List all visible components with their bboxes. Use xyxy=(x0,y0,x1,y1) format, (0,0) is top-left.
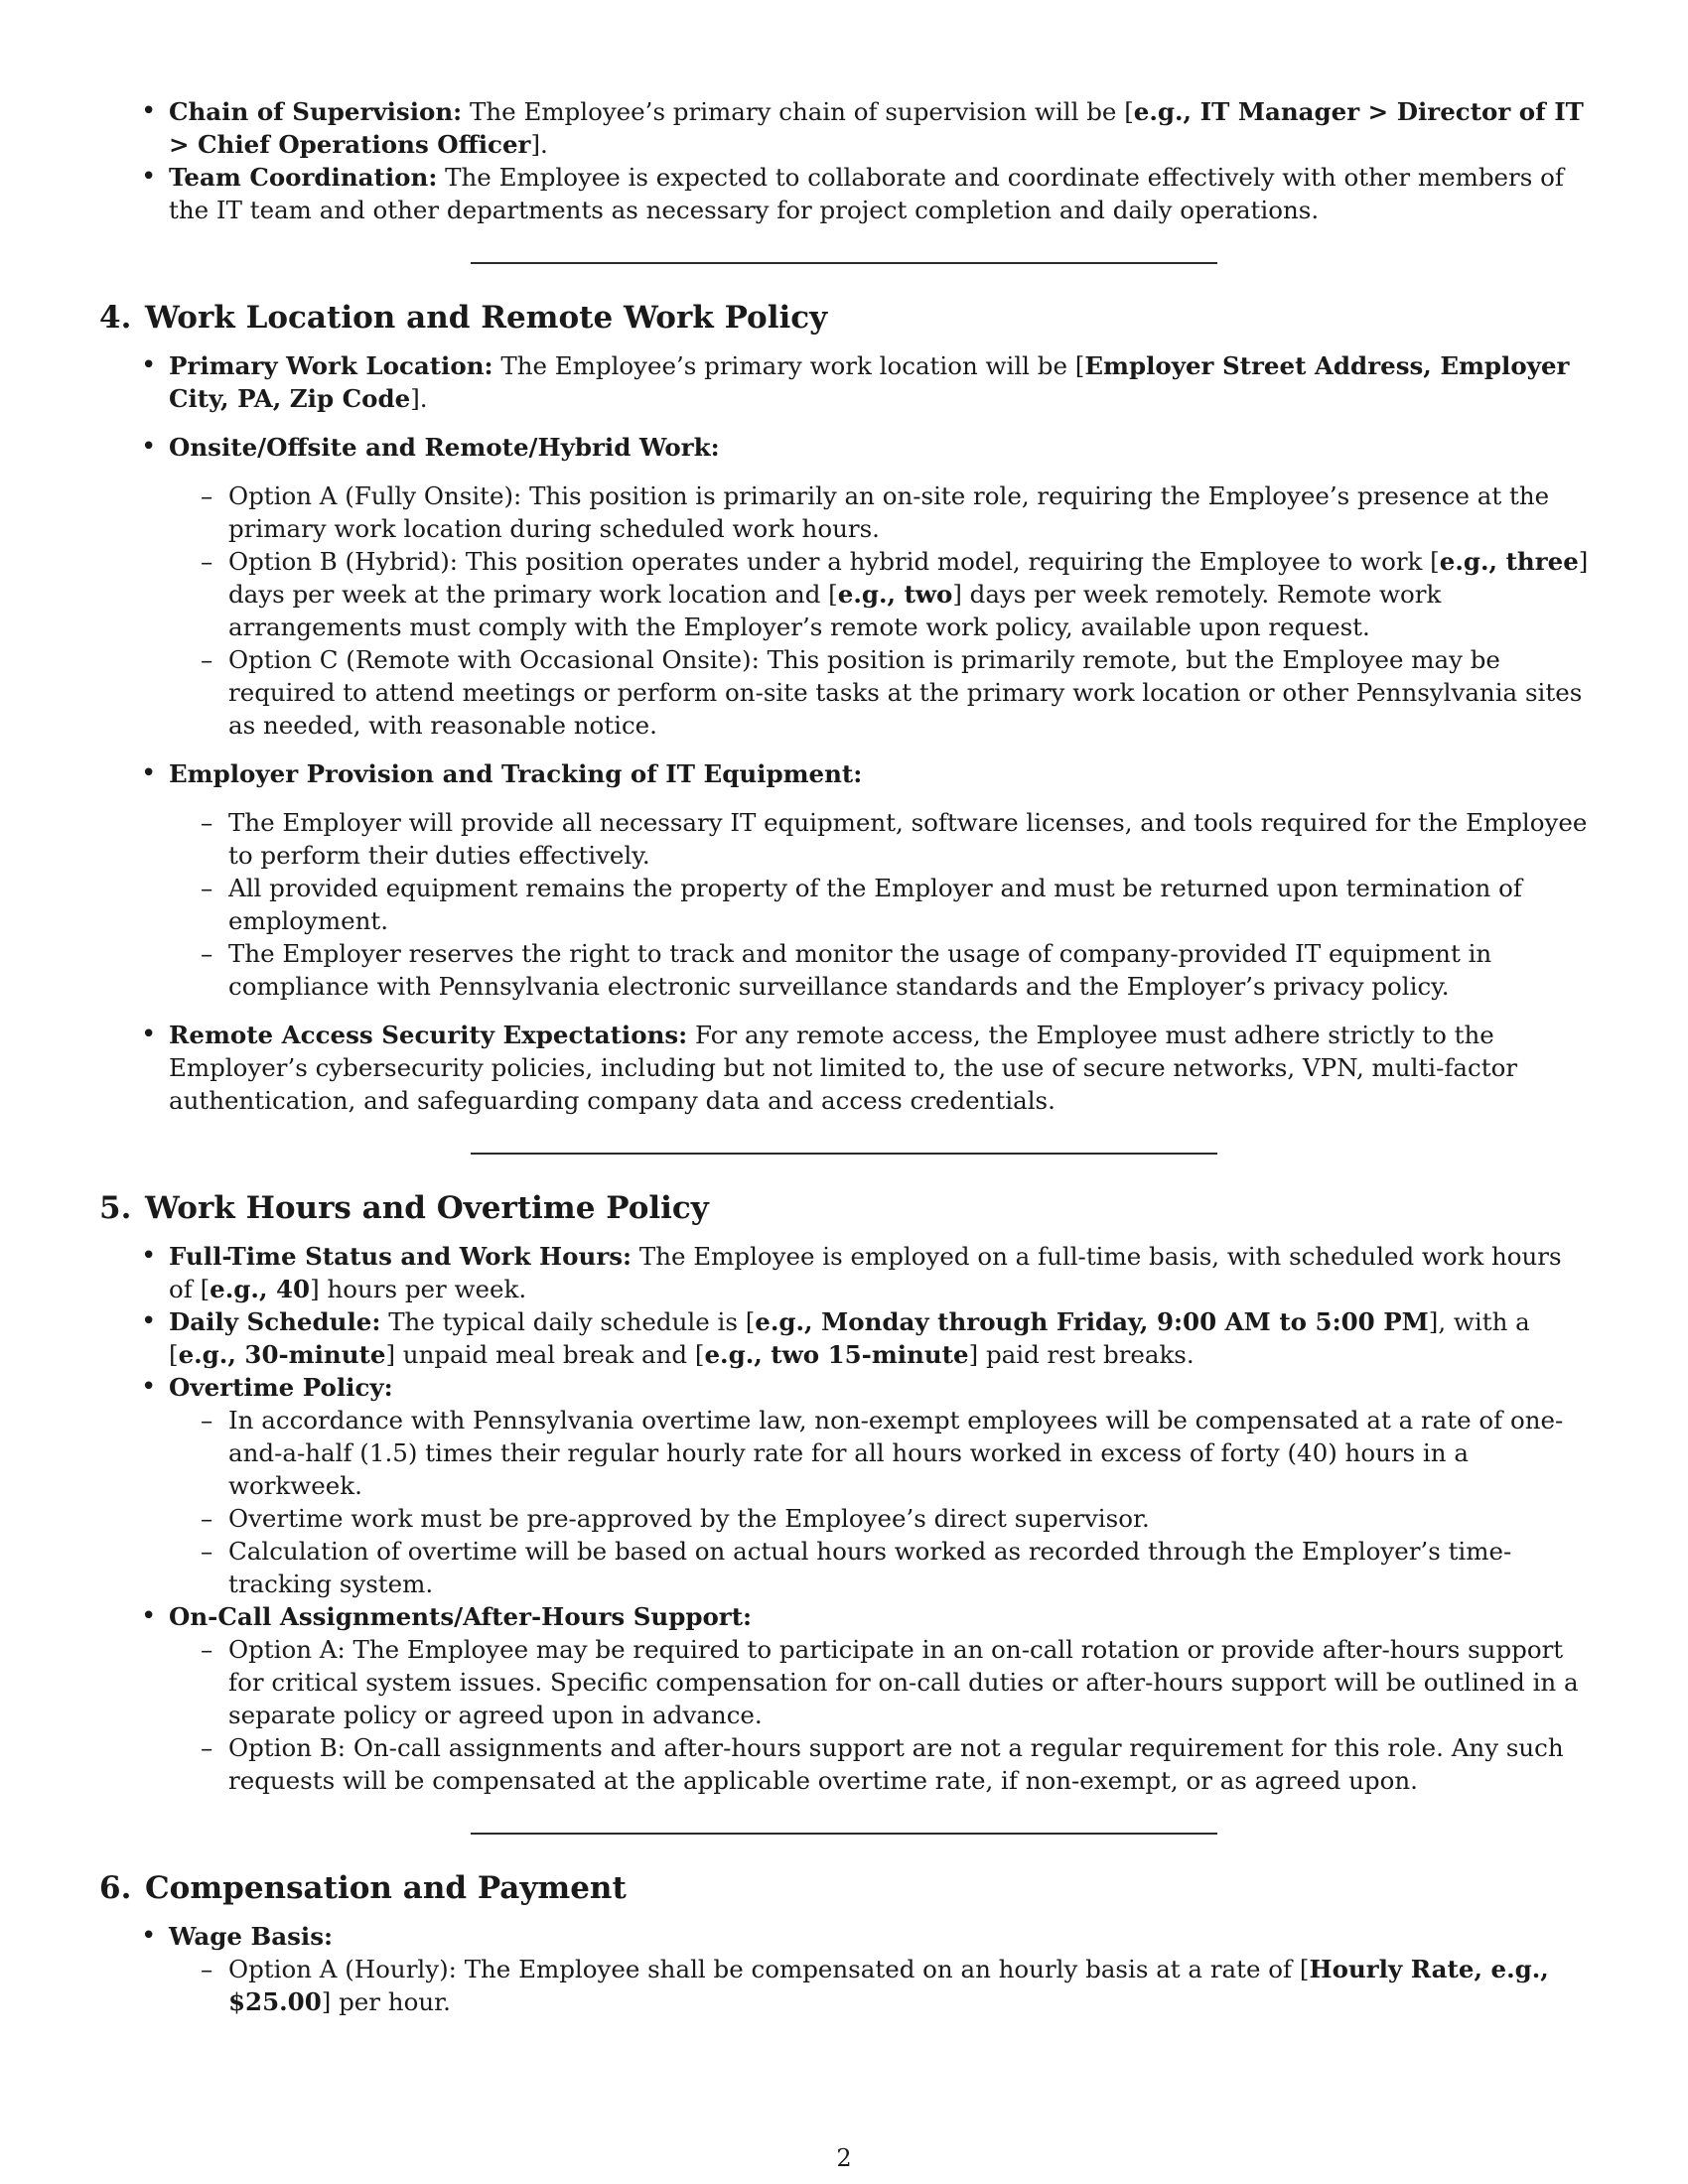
section-divider xyxy=(471,1833,1217,1835)
item-placeholder: e.g., IT Manager > Director of IT > Chief Operations Officer xyxy=(169,97,1584,159)
overtime-item: – Overtime work must be pre-approved by the Employee’s direct supervisor. xyxy=(169,1502,1589,1535)
section4-list xyxy=(99,349,1589,1117)
item-text: The typical daily schedule is [ xyxy=(388,1307,756,1336)
item-text: ] days per week remotely. Remote work arrangements must comply with the Employer’s remote work policy, available upon request. xyxy=(228,580,1442,641)
overtime-item: – In accordance with Pennsylvania overtime law, non-exempt employees will be compensated at a rate of one-and-a-half (1.5) times their regular hourly rate for all hours worked in excess of forty (40) hours in a workweek. xyxy=(169,1404,1589,1502)
item-text: The Employee is expected to collaborate and coordinate effectively with other members of the IT team and other departments as necessary for project completion and daily operations. xyxy=(169,163,1564,224)
section-heading-5 xyxy=(99,1188,1589,1228)
section-divider xyxy=(471,1153,1217,1155)
wage-options-list xyxy=(169,1953,1589,2018)
overtime-item: – Calculation of overtime will be based on actual hours worked as recorded through the Employer’s time-tracking system. xyxy=(169,1535,1589,1600)
item-placeholder: Hourly Rate, e.g., $25.00 xyxy=(228,1955,1549,2016)
section-title: Work Hours and Overtime Policy xyxy=(145,1190,709,1226)
list-item-onsite-remote xyxy=(99,431,1589,742)
page-content xyxy=(99,95,1589,2018)
item-label: Team Coordination: xyxy=(169,163,438,192)
list-item-team-coordination xyxy=(99,161,1589,226)
list-item-overtime-policy xyxy=(99,1371,1589,1600)
page-number: 2 xyxy=(836,2144,852,2172)
item-placeholder: Employer Street Address, Employer City, PA, Zip Code xyxy=(169,351,1570,413)
item-text: For any remote access, the Employee must adhere strictly to the Employer’s cybersecurity policies, including but not limited to, the use of secure networks, VPN, multi-factor authentication, and safeguarding company data and access credentials. xyxy=(169,1021,1518,1115)
section5-list xyxy=(99,1240,1589,1797)
on-call-option: – Option B: On-call assignments and after-hours support are not a regular requirement for this role. Any such requests will be compensated at the applicable overtime rate, if non-exempt, or as agreed upon. xyxy=(169,1731,1589,1797)
equipment-item: – The Employer reserves the right to track and monitor the usage of company-provided IT equipment in compliance with Pennsylvania electronic surveillance standards and the Employer’s privacy policy. xyxy=(169,937,1589,1003)
item-label: On-Call Assignments/After-Hours Support: xyxy=(169,1602,753,1631)
onsite-options-list xyxy=(169,479,1589,742)
list-item-on-call xyxy=(99,1600,1589,1797)
list-item-it-equipment xyxy=(99,757,1589,1003)
item-text: ]. xyxy=(410,384,428,413)
list-item-remote-security xyxy=(99,1019,1589,1117)
list-item-wage-basis xyxy=(99,1920,1589,2018)
on-call-list xyxy=(169,1633,1589,1797)
item-text: ] per hour. xyxy=(321,1987,451,2016)
item-text: ] hours per week. xyxy=(310,1275,527,1303)
item-text: Option A (Hourly): The Employee shall be compensated on an hourly basis at a rate of [ xyxy=(228,1955,1310,1983)
item-placeholder: e.g., three xyxy=(1439,547,1579,576)
section-number: 6. xyxy=(99,1870,132,1906)
item-label: Employer Provision and Tracking of IT Equipment: xyxy=(169,759,863,788)
item-label: Primary Work Location: xyxy=(169,351,493,380)
item-text: The Employee’s primary chain of supervision will be [ xyxy=(470,97,1134,126)
item-label: Chain of Supervision: xyxy=(169,97,463,126)
list-item-chain-of-supervision xyxy=(99,95,1589,161)
item-text: ]. xyxy=(530,130,548,159)
on-call-option: – Option A: The Employee may be required to participate in an on-call rotation or provide after-hours support for critical system issues. Specific compensation for on-call duties or after-hours support will be outlined in a separate policy or agreed upon in advance. xyxy=(169,1633,1589,1731)
section-title: Work Location and Remote Work Policy xyxy=(145,300,828,336)
section-heading-4 xyxy=(99,298,1589,338)
list-item-full-time xyxy=(99,1240,1589,1305)
item-placeholder: e.g., Monday through Friday, 9:00 AM to 5:00 PM xyxy=(755,1307,1429,1336)
option-c-remote: – Option C (Remote with Occasional Onsite): This position is primarily remote, but the Employee may be required to attend meetings or perform on-site tasks at the primary work location or other Pennsylvania sites as needed, with reasonable notice. xyxy=(169,643,1589,742)
section-number: 4. xyxy=(99,300,132,336)
item-label: Wage Basis: xyxy=(169,1922,334,1951)
list-item-primary-work-location xyxy=(99,349,1589,415)
equipment-item: – All provided equipment remains the property of the Employer and must be returned upon termination of employment. xyxy=(169,872,1589,937)
item-placeholder: e.g., two xyxy=(837,580,953,609)
section3-list xyxy=(99,95,1589,226)
item-text: Option B (Hybrid): This position operates under a hybrid model, requiring the Employee to work [ xyxy=(228,547,1440,576)
section-heading-6 xyxy=(99,1868,1589,1908)
section-divider xyxy=(471,262,1217,264)
overtime-list xyxy=(169,1404,1589,1600)
section-number: 5. xyxy=(99,1190,132,1226)
item-label: Full-Time Status and Work Hours: xyxy=(169,1242,633,1271)
section6-list xyxy=(99,1920,1589,2018)
item-text: ], with a [ xyxy=(169,1307,1530,1369)
item-text: The Employee is employed on a full-time basis, with scheduled work hours of [ xyxy=(169,1242,1562,1303)
section-title: Compensation and Payment xyxy=(145,1870,627,1906)
item-label: Overtime Policy: xyxy=(169,1373,393,1402)
item-text: ] unpaid meal break and [ xyxy=(385,1340,705,1369)
item-label: Remote Access Security Expectations: xyxy=(169,1021,688,1049)
item-text: The Employee’s primary work location will be [ xyxy=(500,351,1085,380)
item-placeholder: e.g., two 15-minute xyxy=(704,1340,969,1369)
option-a-onsite: – Option A (Fully Onsite): This position is primarily an on-site role, requiring the Employee’s presence at the primary work location during scheduled work hours. xyxy=(169,479,1589,545)
equipment-item: – The Employer will provide all necessary IT equipment, software licenses, and tools required for the Employee to perform their duties effectively. xyxy=(169,806,1589,872)
option-b-hybrid xyxy=(169,545,1589,643)
item-label: Onsite/Offsite and Remote/Hybrid Work: xyxy=(169,433,720,462)
item-placeholder: e.g., 30-minute xyxy=(178,1340,386,1369)
list-item-daily-schedule xyxy=(99,1305,1589,1371)
item-text: ] days per week at the primary work location and [ xyxy=(228,547,1589,609)
equipment-list xyxy=(169,806,1589,1003)
item-label: Daily Schedule: xyxy=(169,1307,381,1336)
item-text: ] paid rest breaks. xyxy=(968,1340,1195,1369)
wage-option-a-hourly xyxy=(169,1953,1589,2018)
item-placeholder: e.g., 40 xyxy=(210,1275,311,1303)
